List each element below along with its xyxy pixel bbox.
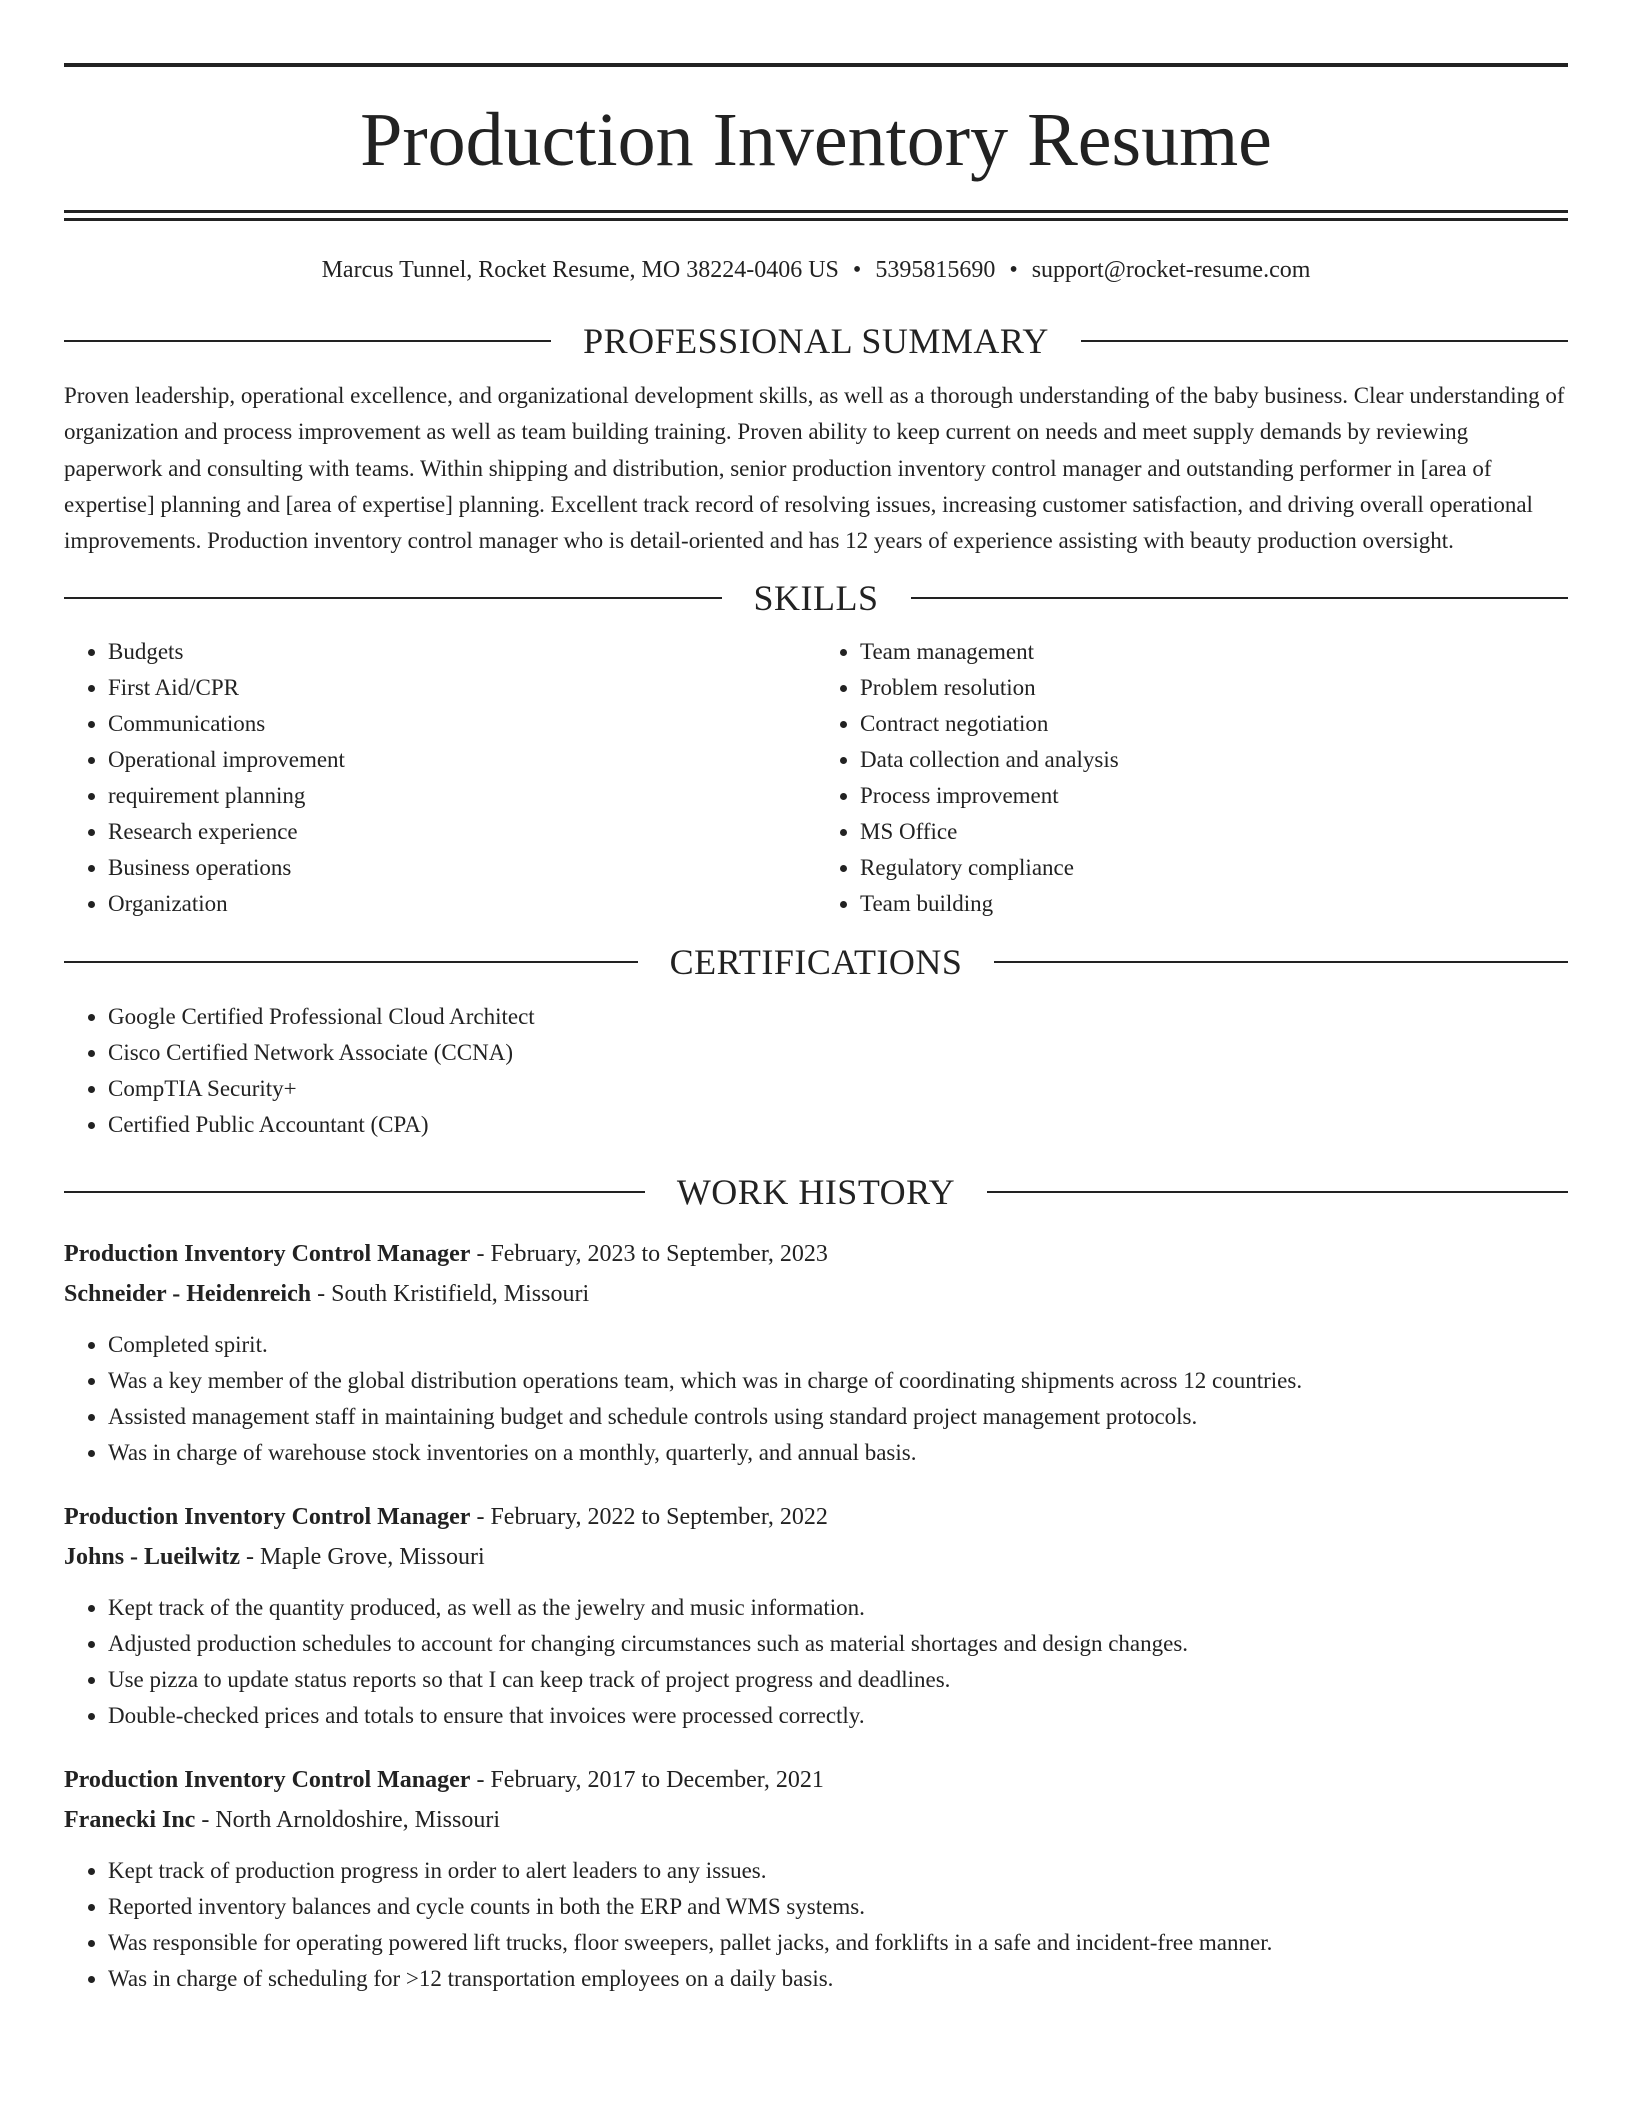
job-title-line: Production Inventory Control Manager - February, 2023 to September, 2023 [64,1241,828,1268]
job-company-line: Schneider - Heidenreich - South Kristifield, Missouri [64,1281,590,1308]
work-history-heading: WORK HISTORY [676,1172,956,1213]
job-bullets [64,1327,1568,1471]
section-rule [911,597,1569,599]
job-location: North Arnoldoshire, Missouri [215,1807,500,1834]
job-bullet: • Was in charge of scheduling for >12 transportation employees on a daily basis. [108,1961,1568,1997]
job-dates: February, 2023 to September, 2023 [490,1241,828,1268]
job-entry [64,1760,1568,1997]
job-title: Production Inventory Control Manager [64,1767,471,1794]
job-bullets [64,1590,1568,1734]
job-bullet: • Was in charge of warehouse stock inventories on a monthly, quarterly, and annual basis. [108,1435,1568,1471]
skill-item: • Team management [860,634,1568,670]
skills-list [64,634,1568,922]
skill-item: • Research experience [108,814,816,850]
skill-item: • Regulatory compliance [860,850,1568,886]
job-bullet: • Reported inventory balances and cycle counts in both the ERP and WMS systems. [108,1889,1568,1925]
job-entry [64,1234,1568,1471]
section-rule [994,961,1568,963]
job-bullet: • Was a key member of the global distribution operations team, which was in charge of coordinating shipments across 12 countries. [108,1363,1568,1399]
resume-title: Production Inventory Resume [360,98,1272,182]
certification-item: • Cisco Certified Network Associate (CCNA) [108,1035,1568,1071]
job-dates: February, 2017 to December, 2021 [490,1767,824,1794]
contact-line [64,255,1568,285]
skills-column-right [816,634,1568,922]
job-bullets [64,1853,1568,1997]
job-bullet: • Was responsible for operating powered lift trucks, floor sweepers, pallet jacks, and forklifts in a safe and incident-free manner. [108,1925,1568,1961]
job-bullet: • Kept track of production progress in order to alert leaders to any issues. [108,1853,1568,1889]
skill-item: • Operational improvement [108,742,816,778]
skills-column-left [64,634,816,922]
skill-item: • requirement planning [108,778,816,814]
job-company: Johns - Lueilwitz [64,1544,241,1571]
skill-item: • First Aid/CPR [108,670,816,706]
job-bullet: • Adjusted production schedules to account for changing circumstances such as material shortages and design changes. [108,1626,1568,1662]
work-history-section-header [64,1172,1568,1212]
contact-address: Marcus Tunnel, Rocket Resume, MO 38224-0406 US [321,257,839,283]
section-rule [64,597,722,599]
skills-heading: SKILLS [753,578,879,619]
job-dates: February, 2022 to September, 2022 [490,1504,828,1531]
job-bullet: • Kept track of the quantity produced, as well as the jewelry and music information. [108,1590,1568,1626]
section-rule [64,340,551,342]
summary-section-header [64,321,1568,361]
job-company-line: Franecki Inc - North Arnoldoshire, Missouri [64,1807,500,1834]
certification-item: • Google Certified Professional Cloud Architect [108,999,1568,1035]
section-rule [987,1191,1568,1193]
job-entry [64,1497,1568,1734]
contact-separator: • [1009,257,1018,283]
section-rule [64,961,638,963]
job-title: Production Inventory Control Manager [64,1504,471,1531]
skill-item: • Problem resolution [860,670,1568,706]
skill-item: • Business operations [108,850,816,886]
skill-item: • MS Office [860,814,1568,850]
job-company: Schneider - Heidenreich [64,1281,312,1308]
header-double-rule [64,210,1568,221]
skill-item: • Data collection and analysis [860,742,1568,778]
certification-item: • Certified Public Accountant (CPA) [108,1107,1568,1143]
contact-email: support@rocket-resume.com [1031,257,1311,283]
contact-phone: 5395815690 [875,257,996,283]
skill-item: • Organization [108,886,816,922]
job-company-line: Johns - Lueilwitz - Maple Grove, Missouri [64,1544,485,1571]
job-bullet: • Double-checked prices and totals to ensure that invoices were processed correctly. [108,1698,1568,1734]
skill-item: • Team building [860,886,1568,922]
header-top-rule [64,63,1568,67]
job-location: Maple Grove, Missouri [260,1544,485,1571]
certifications-section-header [64,942,1568,982]
job-title-line: Production Inventory Control Manager - February, 2017 to December, 2021 [64,1767,824,1794]
job-bullet: • Assisted management staff in maintaining budget and schedule controls using standard project management protocols. [108,1399,1568,1435]
skill-item: • Budgets [108,634,816,670]
contact-separator: • [852,257,862,283]
summary-text: Proven leadership, operational excellence, and organizational development skills, as well as a thorough understanding of the baby business. Clear understanding of organization and process improvement as well as team building training. Proven ability to keep current on needs and meet supply demands by reviewing paperwork and consulting with teams. Within shipping and distribution, senior production inventory control manager and outstanding performer in [area of expertise] planning and [area of expertise] planning. Excellent track record of resolving issues, increasing customer satisfaction, and driving overall operational improvements. Production inventory control manager who is detail-oriented and has 12 years of experience assisting with beauty production oversight. [64,383,1565,554]
job-location: South Kristifield, Missouri [331,1281,590,1308]
job-bullet: • Use pizza to update status reports so that I can keep track of project progress and deadlines. [108,1662,1568,1698]
skill-item: • Process improvement [860,778,1568,814]
job-bullet: • Completed spirit. [108,1327,1568,1363]
job-title: Production Inventory Control Manager [64,1241,471,1268]
job-title-line: Production Inventory Control Manager - February, 2022 to September, 2022 [64,1504,828,1531]
section-rule [64,1191,645,1193]
summary-heading: PROFESSIONAL SUMMARY [583,321,1049,361]
certifications-heading: CERTIFICATIONS [669,942,963,983]
job-company: Franecki Inc [64,1807,196,1834]
skills-section-header [64,578,1568,618]
section-rule [1081,340,1568,342]
certification-item: • CompTIA Security+ [108,1071,1568,1107]
skill-item: • Communications [108,706,816,742]
certifications-list [64,999,1568,1143]
skill-item: • Contract negotiation [860,706,1568,742]
